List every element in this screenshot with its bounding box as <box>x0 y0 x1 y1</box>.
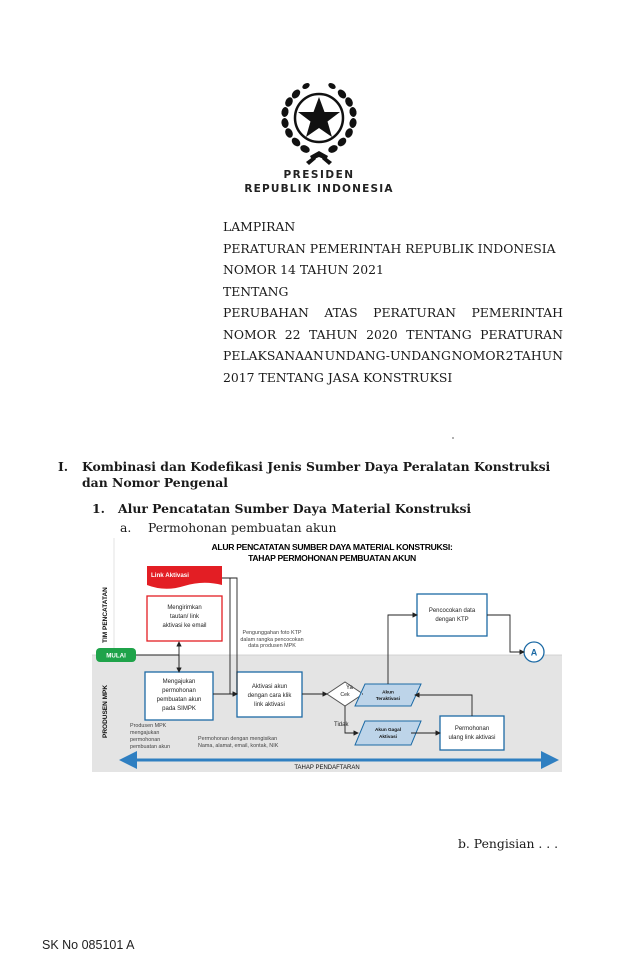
activate-account-text-3: link aktivasi <box>254 702 285 708</box>
next-page-reference: b. Pengisian . . . <box>458 836 559 851</box>
subsection-heading <box>92 501 471 516</box>
match-ktp-text-2: dengan KTP <box>435 617 469 623</box>
section-number: I. <box>58 459 69 474</box>
reissue-link-box <box>440 716 504 750</box>
produsen-note-2: mengajukan <box>130 730 160 736</box>
activate-account-text-1: Aktivasi akun <box>251 684 288 690</box>
word: PERATURAN <box>480 326 563 342</box>
document-serial: SK No 085101 A <box>42 938 135 952</box>
activate-account-text-2: dengan cara klik <box>247 693 292 699</box>
start-label: MULAI <box>106 652 126 660</box>
subsection-title: Alur Pencatatan Sumber Daya Material Konstruksi <box>118 501 472 516</box>
submit-request-text-3: pembuatan akun <box>156 697 202 703</box>
account-activated-text-1: Akun <box>382 689 394 695</box>
word: TAHUN <box>309 326 358 342</box>
subsubsection-title: Permohonan pembuatan akun <box>148 520 337 535</box>
subject-line-1 <box>223 302 563 324</box>
lane-label-produsen: PRODUSEN MPK <box>102 684 109 738</box>
stage-label: TAHAP PENDAFTARAN <box>294 765 360 771</box>
send-link-text-1: Mengirimkan <box>167 605 202 611</box>
account-activated-data <box>355 684 421 706</box>
garuda-star-emblem-icon <box>270 72 368 166</box>
header-republic: REPUBLIK INDONESIA <box>244 183 394 195</box>
word: PERATURAN <box>373 305 456 320</box>
produsen-note-4: pembuatan akun <box>130 744 171 750</box>
lampiran-label: LAMPIRAN <box>223 219 296 234</box>
word: TENTANG <box>406 326 472 342</box>
diagram-title-1: ALUR PENCATATAN SUMBER DAYA MATERIAL KONSTRUKSI: <box>211 542 453 552</box>
tentang-label: TENTANG <box>223 283 289 299</box>
produsen-note-3: permohonan <box>130 737 161 743</box>
subject-line-4: 2017 TENTANG JASA KONSTRUKSI <box>223 369 453 385</box>
scan-speck <box>452 437 454 439</box>
ktp-note-1: Pengunggahan foto KTP <box>242 630 302 636</box>
lane-label-tim: TIM PENCATATAN <box>102 587 109 643</box>
regulation-number: NOMOR 14 TAHUN 2021 <box>223 262 384 277</box>
no-label: Tidak <box>334 722 349 728</box>
ktp-note-2: dalam rangka pencocokan <box>240 637 304 643</box>
account-failed-text-1: Akun Gagal <box>374 727 402 732</box>
produsen-note-1: Produsen MPK <box>130 723 167 729</box>
regulation-name: PERATURAN PEMERINTAH REPUBLIK INDONESIA <box>223 240 556 256</box>
ktp-note-3: data produsen MPK <box>248 643 296 649</box>
send-link-text-3: aktivasi ke email <box>162 623 207 629</box>
form-note-1: Permohonan dengan mengisikan <box>198 736 278 742</box>
header-president: PRESIDEN <box>283 169 355 181</box>
subject-line-3 <box>223 345 563 367</box>
word: 2020 <box>366 326 398 342</box>
submit-request-text-1: Mengajukan <box>162 679 196 685</box>
check-decision-label: Cek <box>340 692 350 698</box>
subsubsection-heading <box>120 520 336 535</box>
word: 2 <box>505 348 514 363</box>
submit-request-text-2: permohonan <box>162 688 196 694</box>
section-heading <box>58 459 568 491</box>
word: UNDANG-UNDANG <box>324 348 451 363</box>
link-aktivasi-label: Link Aktivasi <box>151 572 189 579</box>
word: NOMOR <box>223 326 277 342</box>
word: 22 <box>284 326 301 342</box>
word: PEMERINTAH <box>471 305 563 320</box>
lampiran-block <box>223 216 563 388</box>
account-failed-text-2: Aktivasi <box>379 734 397 739</box>
word: ATAS <box>324 305 358 320</box>
yes-label: Ya <box>346 685 353 691</box>
submit-request-text-4: pada SIMPK <box>162 706 196 712</box>
account-activated-text-2: Teraktivasi <box>375 696 401 701</box>
section-title: Kombinasi dan Kodefikasi Jenis Sumber Daya Peralatan Konstruksi dan Nomor Pengenal <box>82 459 551 490</box>
connector-a-label: A <box>530 647 538 658</box>
word: TAHUN <box>514 348 563 363</box>
subsubsection-letter: a. <box>120 520 132 535</box>
reissue-link-text-1: Permohonan <box>454 726 490 732</box>
word: PELAKSANAAN <box>223 348 324 363</box>
form-note-2: Nama, alamat, email, kontak, NIK <box>198 743 279 749</box>
word: NOMOR <box>451 348 505 363</box>
send-link-text-2: tautan/ link <box>169 614 200 620</box>
diagram-title-2: TAHAP PERMOHONAN PEMBUATAN AKUN <box>248 553 416 563</box>
word: PERUBAHAN <box>223 305 309 320</box>
subject-line-2 <box>223 324 563 346</box>
match-ktp-text-1: Pencocokan data <box>428 608 476 614</box>
match-ktp-box <box>417 594 487 636</box>
subsection-number: 1. <box>92 501 105 516</box>
reissue-link-text-2: ulang link aktivasi <box>448 735 496 741</box>
flow-diagram <box>92 538 562 772</box>
